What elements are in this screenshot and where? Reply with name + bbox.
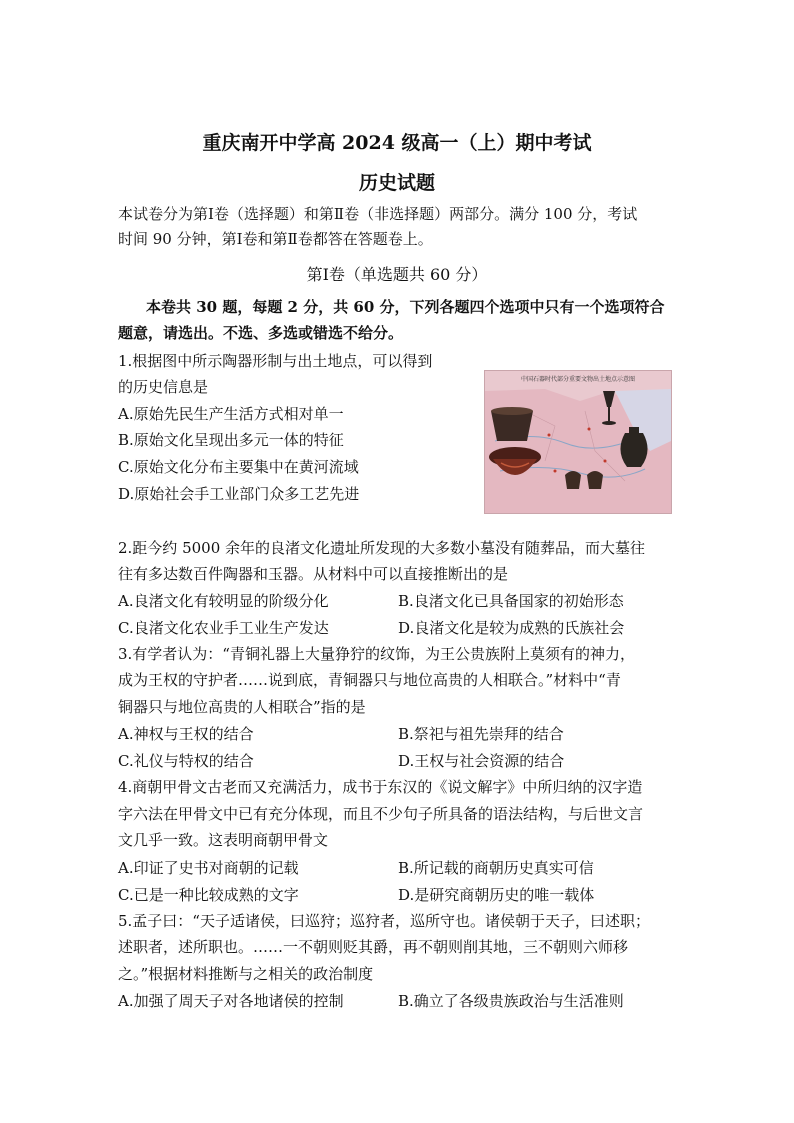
question-5-stem-line-2: 述职者，述所职也。……一不朝则贬其爵，再不朝则削其地，三不朝则六师移	[118, 938, 629, 956]
section-instruction-line-1: 本卷共 30 题，每题 2 分，共 60 分，下列各题四个选项中只有一个选项符合	[146, 298, 665, 316]
artifact-map-figure	[484, 370, 672, 514]
map-illustration	[485, 371, 671, 513]
site-marker	[604, 460, 607, 463]
question-3-stem-line-1: 3.有学者认为：“青铜礼器上大量狰狞的纹饰，为王公贵族附上莫须有的神力，	[118, 645, 635, 663]
question-2-stem-line-2: 往有多达数百件陶器和玉器。从材料中可以直接推断出的是	[118, 565, 509, 583]
question-1-stem-line-2: 的历史信息是	[118, 378, 209, 396]
site-marker	[548, 434, 551, 437]
site-marker	[554, 470, 557, 473]
question-2-option-c: C.良渚文化农业手工业生产发达	[118, 619, 329, 637]
question-5-stem-line-1: 5.孟子曰：“天子适诸侯，曰巡狩；巡狩者，巡所守也。诸侯朝于天子，曰述职；	[118, 912, 650, 930]
question-1-option-a: A.原始先民生产生活方式相对单一	[118, 405, 344, 423]
exam-subtitle: 历史试题	[358, 172, 435, 194]
question-5-option-b: B.确立了各级贵族政治与生活准则	[398, 992, 624, 1010]
question-5-option-a: A.加强了周天子对各地诸侯的控制	[118, 992, 344, 1010]
question-2-option-b: B.良渚文化已具备国家的初始形态	[398, 592, 624, 610]
question-1-stem-line-1: 1.根据图中所示陶器形制与出土地点，可以得到	[118, 352, 433, 370]
figure-title: 中国石器时代部分重要文物出土地点示意图	[520, 376, 635, 383]
question-3-option-b: B.祭祀与祖先崇拜的结合	[398, 725, 564, 743]
intro-line-1: 本试卷分为第Ⅰ卷（选择题）和第Ⅱ卷（非选择题）两部分。满分 100 分，考试	[118, 205, 638, 223]
question-4-stem-line-2: 字六法在甲骨文中已有充分体现，而且不少句子所具备的语法结构，与后世文言	[118, 805, 644, 823]
question-1-option-b: B.原始文化呈现出多元一体的特征	[118, 431, 344, 449]
question-1-option-d: D.原始社会手工业部门众多工艺先进	[118, 485, 360, 503]
section-instruction-line-2: 题意，请选出。不选、多选或错选不给分。	[118, 324, 404, 342]
question-2-option-a: A.良渚文化有较明显的阶级分化	[118, 592, 329, 610]
question-3-stem-line-2: 成为王权的守护者……说到底，青铜器只与地位高贵的人相联合。”材料中“青	[118, 671, 621, 689]
question-4-option-a: A.印证了史书对商朝的记载	[118, 859, 299, 877]
question-4-option-b: B.所记载的商朝历史真实可信	[398, 859, 594, 877]
question-4-option-d: D.是研究商朝历史的唯一载体	[398, 886, 595, 904]
question-3-option-d: D.王权与社会资源的结合	[398, 752, 565, 770]
question-2-stem-line-1: 2.距今约 5000 余年的良渚文化遗址所发现的大多数小墓没有随葬品，而大墓往	[118, 539, 646, 557]
question-4-stem-line-1: 4.商朝甲骨文古老而又充满活力，成书于东汉的《说文解字》中所归纳的汉字造	[118, 778, 643, 796]
question-3-stem-line-3: 铜器只与地位高贵的人相联合”指的是	[118, 698, 366, 716]
intro-line-2: 时间 90 分钟，第Ⅰ卷和第Ⅱ卷都答在答题卷上。	[118, 230, 433, 248]
section-title: 第Ⅰ卷（单选题共 60 分）	[306, 265, 488, 284]
question-4-stem-line-3: 文几乎一致。这表明商朝甲骨文	[118, 831, 329, 849]
exam-title: 重庆南开中学高 2024 级高一（上）期中考试	[202, 132, 592, 154]
question-3-option-c: C.礼仪与特权的结合	[118, 752, 254, 770]
question-2-option-d: D.良渚文化是较为成熟的氏族社会	[398, 619, 625, 637]
question-5-stem-line-3: 之。”根据材料推断与之相关的政治制度	[118, 965, 374, 983]
question-4-option-c: C.已是一种比较成熟的文字	[118, 886, 299, 904]
question-1-option-c: C.原始文化分布主要集中在黄河流域	[118, 458, 359, 476]
site-marker	[588, 428, 591, 431]
question-3-option-a: A.神权与王权的结合	[118, 725, 254, 743]
pottery-basin-icon	[491, 407, 533, 441]
